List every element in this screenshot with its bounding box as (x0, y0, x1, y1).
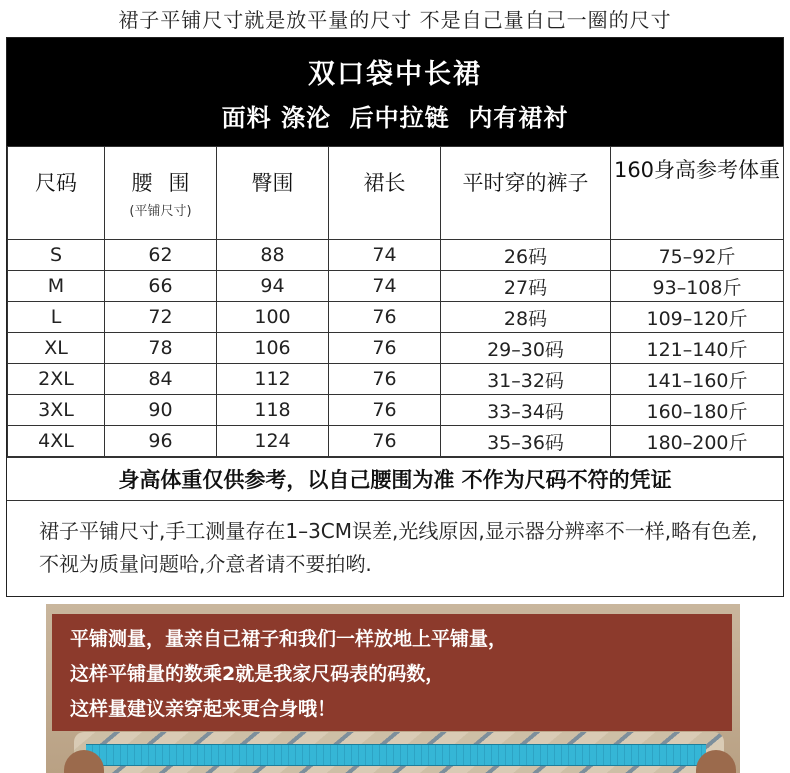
table-cell: 31–32码 (441, 364, 611, 395)
photo-caption-line: 平铺测量，量亲自己裙子和我们一样放地上平铺量， (70, 628, 508, 650)
table-cell: 118 (217, 395, 329, 426)
header-hip: 臀围 (217, 147, 329, 240)
table-row (8, 240, 784, 271)
table-cell: 4XL (8, 426, 105, 457)
table-cell: 78 (105, 333, 217, 364)
table-row (8, 395, 784, 426)
title-block (7, 38, 783, 146)
table-cell: 29–30码 (441, 333, 611, 364)
table-cell: 94 (217, 271, 329, 302)
table-cell: 141–160斤 (611, 364, 784, 395)
table-cell: S (8, 240, 105, 271)
table-row (8, 333, 784, 364)
table-row (8, 302, 784, 333)
header-pants-size: 平时穿的裤子 (441, 147, 611, 240)
photo-caption (52, 614, 732, 731)
disclaimer: 身高体重仅供参考，以自己腰围为准 不作为尺码不符的凭证 (7, 457, 783, 501)
table-cell: 90 (105, 395, 217, 426)
table-cell: 28码 (441, 302, 611, 333)
photo-caption-line: 这样量建议亲穿起来更合身哦！ (70, 698, 337, 720)
table-cell: 74 (329, 240, 441, 271)
table-cell: 76 (329, 426, 441, 457)
table-cell: 2XL (8, 364, 105, 395)
product-title: 双口袋中长裙 (308, 59, 482, 90)
table-row (8, 426, 784, 457)
table-cell: 66 (105, 271, 217, 302)
table-cell: 26码 (441, 240, 611, 271)
photo-caption-line: 这样平铺量的数乘2就是我家尺码表的码数， (70, 663, 445, 685)
table-cell: 76 (329, 395, 441, 426)
table-cell: 160–180斤 (611, 395, 784, 426)
header-length: 裙长 (329, 147, 441, 240)
header-waist-note: (平铺尺寸) (129, 204, 192, 219)
table-cell: 106 (217, 333, 329, 364)
table-cell: 76 (329, 364, 441, 395)
header-weight: 160身高参考体重 (611, 147, 784, 240)
table-cell: 112 (217, 364, 329, 395)
table-cell: 96 (105, 426, 217, 457)
size-table (7, 146, 784, 457)
table-cell: 33–34码 (441, 395, 611, 426)
measuring-tape (86, 744, 706, 766)
header-waist: 腰围 (平铺尺寸) (105, 147, 217, 240)
table-cell: 121–140斤 (611, 333, 784, 364)
top-banner: 裙子平铺尺寸就是放平量的尺寸 不是自己量自己一圈的尺寸 (0, 0, 790, 37)
measurement-note: 裙子平铺尺寸,手工测量存在1–3CM误差,光线原因,显示器分辨率不一样,略有色差,不视为质量问题哈,介意者请不要拍哟. (39, 519, 758, 576)
table-cell: 100 (217, 302, 329, 333)
table-cell: 88 (217, 240, 329, 271)
table-cell: 75–92斤 (611, 240, 784, 271)
table-row (8, 364, 784, 395)
table-cell: 62 (105, 240, 217, 271)
header-size: 尺码 (8, 147, 105, 240)
table-cell: 76 (329, 302, 441, 333)
table-cell: L (8, 302, 105, 333)
size-chart-card (6, 37, 784, 597)
table-cell: 84 (105, 364, 217, 395)
product-subtitle: 面料 涤沦 后中拉链 内有裙衬 (221, 104, 569, 132)
table-header-row (8, 147, 784, 240)
table-cell: XL (8, 333, 105, 364)
table-cell: 76 (329, 333, 441, 364)
table-cell: 93–108斤 (611, 271, 784, 302)
measurement-photo (46, 604, 740, 773)
table-cell: M (8, 271, 105, 302)
table-cell: 180–200斤 (611, 426, 784, 457)
table-cell: 124 (217, 426, 329, 457)
table-cell: 35–36码 (441, 426, 611, 457)
table-cell: 74 (329, 271, 441, 302)
table-cell: 27码 (441, 271, 611, 302)
table-cell: 109–120斤 (611, 302, 784, 333)
table-cell: 3XL (8, 395, 105, 426)
table-cell: 72 (105, 302, 217, 333)
table-row (8, 271, 784, 302)
